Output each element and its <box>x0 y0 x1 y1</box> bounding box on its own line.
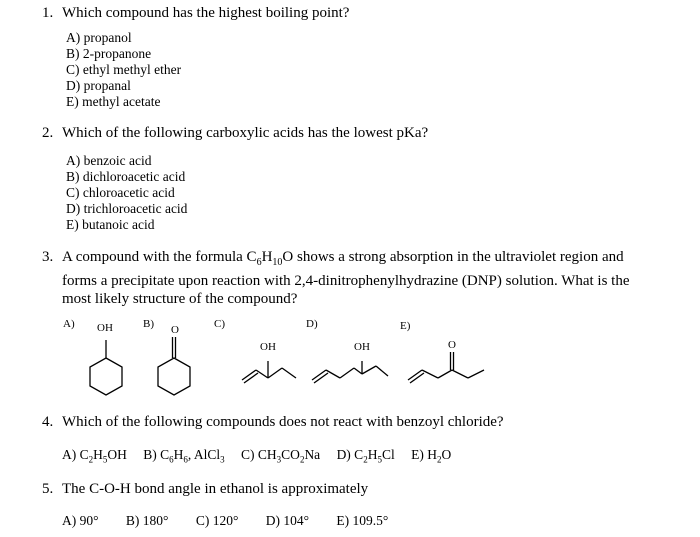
structure-a-cyclohexanol <box>90 340 122 395</box>
q4-option-d: D) $C_2H_5Cl$ <box>336 447 395 465</box>
q1-option-d: D) propanal <box>66 78 131 93</box>
q5-option-b: B) 180° <box>125 513 169 528</box>
choice-d-letter: D) <box>306 318 318 330</box>
q4-option-a: A) $C_2H_5OH$ <box>62 447 127 465</box>
choice-a-group: OH <box>97 322 113 334</box>
q4-option-e: E) $H_2O$ <box>411 447 452 465</box>
choice-b-group: O <box>171 324 179 336</box>
structure-d-alcohol <box>312 361 388 383</box>
choice-c-letter: C) <box>214 318 225 330</box>
structure-c-alcohol <box>242 361 296 383</box>
choice-e-group: O <box>448 339 456 351</box>
q2-option-b: B) dichloroacetic acid <box>66 169 186 184</box>
q5-option-a: A) 90° <box>62 513 99 528</box>
choice-d-group: OH <box>354 341 370 353</box>
q2-option-d: D) trichloroacetic acid <box>66 201 188 216</box>
question-number: 4. <box>42 414 54 430</box>
q5-option-c: C) 120° <box>195 513 239 528</box>
question-4 <box>42 413 504 431</box>
q1-option-a: A) propanol <box>66 30 132 45</box>
question-text: The C-O-H bond angle in ethanol is approximately <box>62 481 369 497</box>
structure-e-ketone <box>408 352 484 383</box>
question-2 <box>42 124 428 142</box>
choice-c-group: OH <box>260 341 276 353</box>
q2-option-c: C) chloroacetic acid <box>66 185 175 200</box>
q5-option-e: E) 109.5° <box>336 513 389 528</box>
choice-a-letter: A) <box>63 318 75 330</box>
structure-b-cyclohexanone <box>158 337 190 395</box>
question-5 <box>42 480 368 498</box>
choice-b-letter: B) <box>143 318 154 330</box>
question-text: Which of the following compounds does not react with benzoyl chloride? <box>62 414 504 430</box>
q4-options <box>62 447 464 465</box>
q3-line-3: most likely structure of the compound? <box>62 291 298 307</box>
question-number: 5. <box>42 481 54 497</box>
q4-option-c: C) $CH_3CO_2Na$ <box>241 447 321 465</box>
q1-option-c: C) ethyl methyl ether <box>66 62 182 77</box>
question-1 <box>42 4 349 22</box>
question-text: Which compound has the highest boiling point? <box>62 5 350 21</box>
q2-option-a: A) benzoic acid <box>66 153 152 168</box>
question-number: 1. <box>42 5 54 21</box>
question-number: 2. <box>42 125 54 141</box>
q3-line-2: forms a precipitate upon reaction with 2,4-dinitrophenylhydrazine (DNP) solution. What is the <box>62 273 630 289</box>
q3-line-1: 3. A compound with the formula $C_6H_{10}O$ shows a strong absorption in the ultraviolet region and <box>42 249 624 268</box>
q2-option-e: E) butanoic acid <box>66 217 155 232</box>
q5-options <box>62 513 401 529</box>
q1-option-e: E) methyl acetate <box>66 94 161 109</box>
choice-e-letter: E) <box>400 320 411 332</box>
q5-option-d: D) 104° <box>265 513 309 528</box>
question-text: Which of the following carboxylic acids has the lowest pKa? <box>62 125 429 141</box>
q4-option-b: B) $C_6H_6$, AlCl$_3$ <box>143 447 225 465</box>
question-3 <box>42 248 642 308</box>
q1-option-b: B) 2-propanone <box>66 46 152 61</box>
